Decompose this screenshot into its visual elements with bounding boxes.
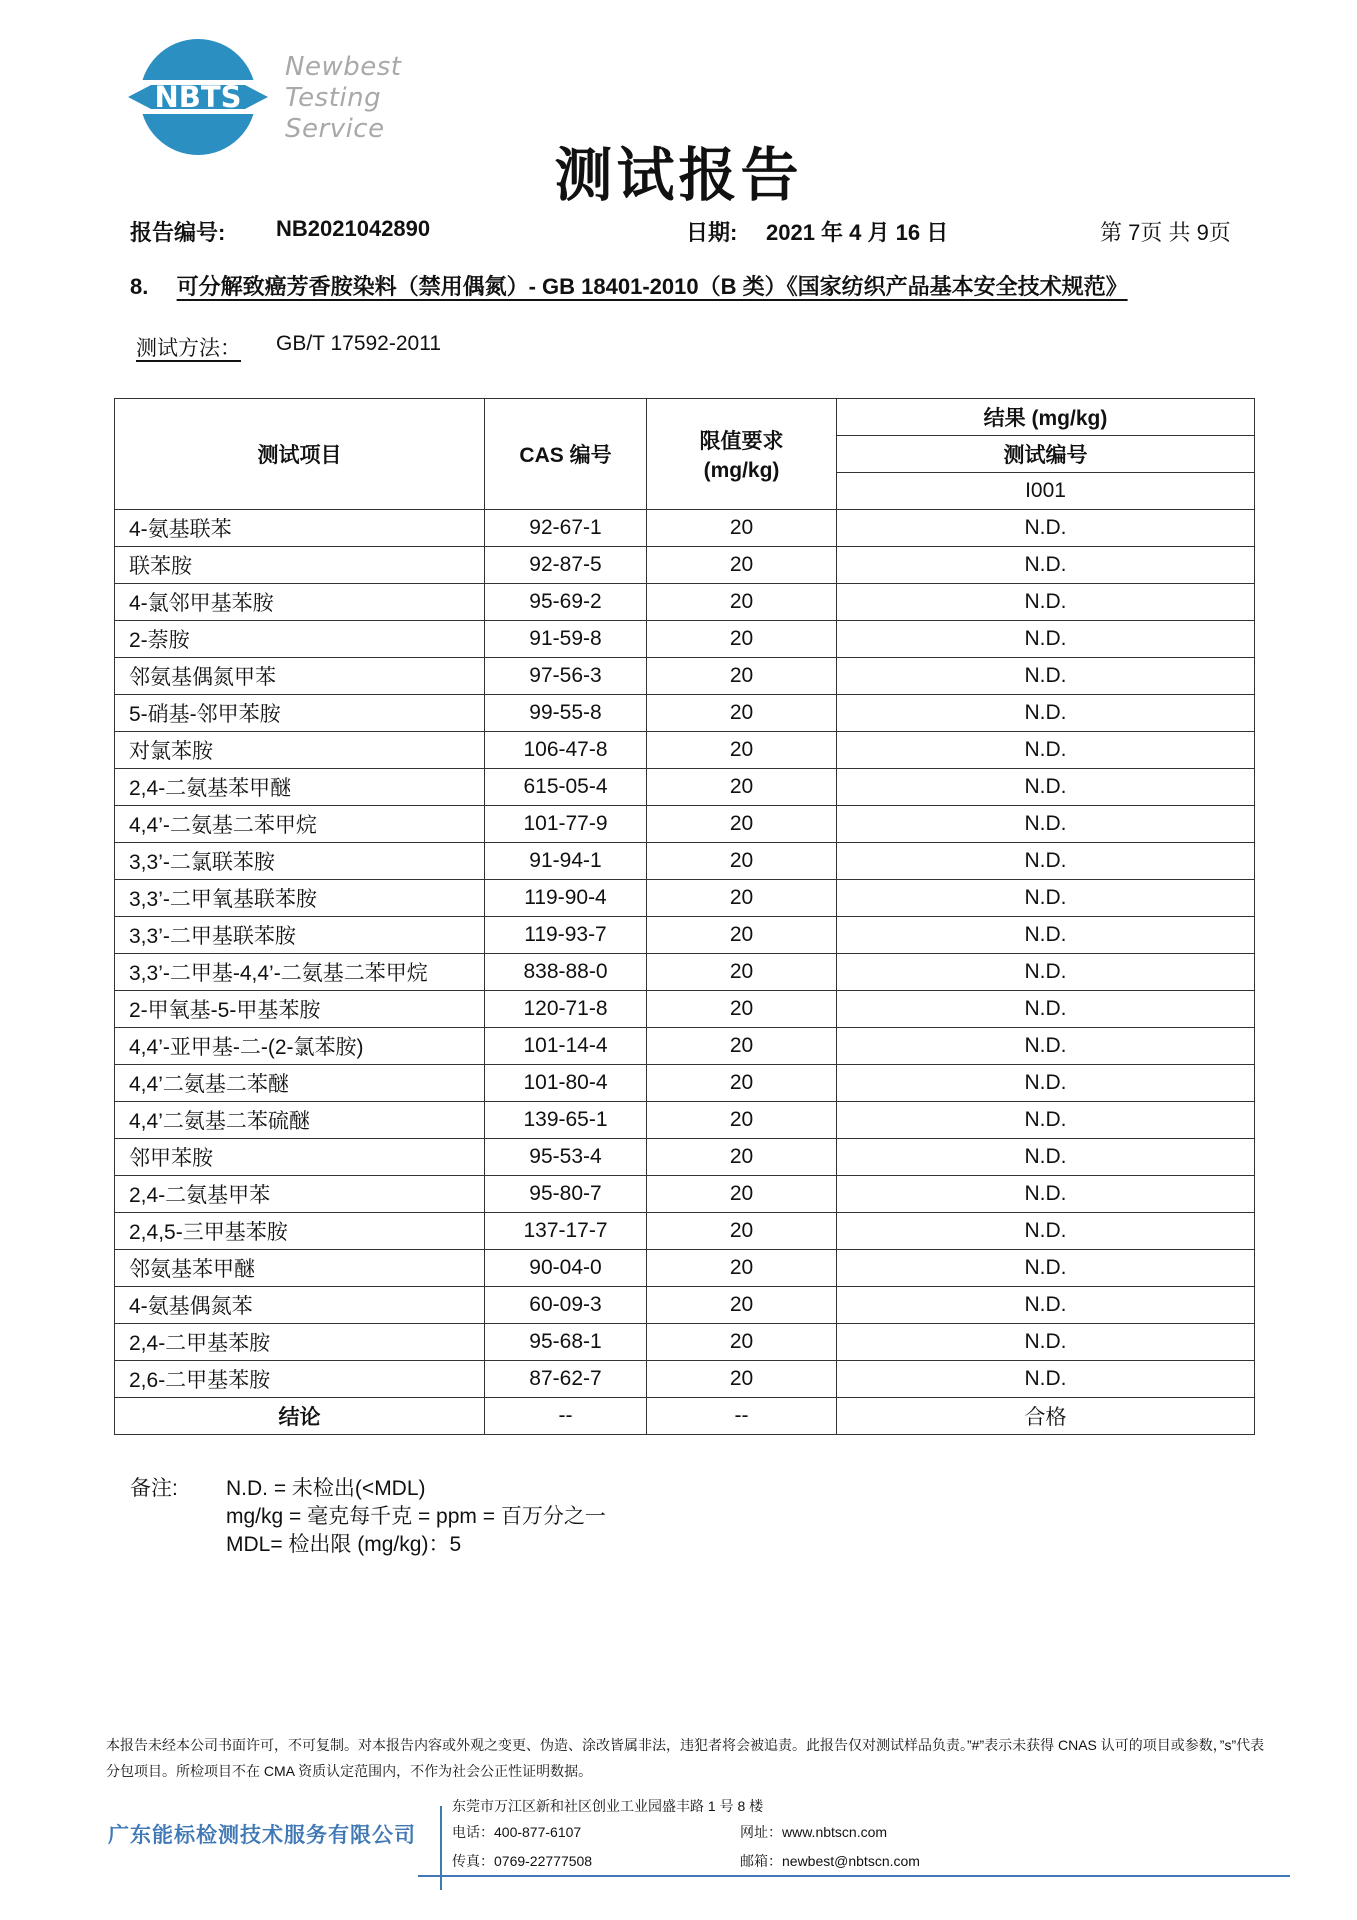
header-limit-unit: (mg/kg) xyxy=(703,459,780,482)
substance-name: 4-氯邻甲基苯胺 xyxy=(115,584,485,621)
result-value: N.D. xyxy=(837,769,1255,806)
table-row xyxy=(115,584,1255,621)
note-nd: N.D. = 未检出(<MDL) xyxy=(226,1477,426,1500)
substance-name: 3,3’-二甲氧基联苯胺 xyxy=(115,880,485,917)
note-mdl: MDL= 检出限 (mg/kg)：5 xyxy=(226,1533,462,1556)
substance-name: 联苯胺 xyxy=(115,547,485,584)
table-row xyxy=(115,1250,1255,1287)
report-number: NB2021042890 xyxy=(276,216,431,241)
table-header-row xyxy=(115,399,1255,436)
limit-value: 20 xyxy=(647,584,837,621)
table-row xyxy=(115,1139,1255,1176)
table-row xyxy=(115,843,1255,880)
result-value: N.D. xyxy=(837,584,1255,621)
cas-number: 60-09-3 xyxy=(485,1287,647,1324)
limit-value: 20 xyxy=(647,1065,837,1102)
table-row xyxy=(115,1176,1255,1213)
substance-name: 3,3’-二甲基联苯胺 xyxy=(115,917,485,954)
limit-value: 20 xyxy=(647,880,837,917)
substance-name: 3,3’-二甲基-4,4’-二氨基二苯甲烷 xyxy=(115,954,485,991)
cas-number: 119-93-7 xyxy=(485,917,647,954)
cas-number: 838-88-0 xyxy=(485,954,647,991)
substance-name: 2-萘胺 xyxy=(115,621,485,658)
substance-name: 5-硝基-邻甲苯胺 xyxy=(115,695,485,732)
table-row xyxy=(115,991,1255,1028)
limit-value: 20 xyxy=(647,658,837,695)
cas-number: 137-17-7 xyxy=(485,1213,647,1250)
limit-value: 20 xyxy=(647,621,837,658)
limit-value: 20 xyxy=(647,917,837,954)
result-value: N.D. xyxy=(837,1139,1255,1176)
header-test-item: 测试项目 xyxy=(115,399,485,510)
substance-name: 3,3’-二氯联苯胺 xyxy=(115,843,485,880)
company-name: 广东能标检测技术服务有限公司 xyxy=(108,1824,416,1847)
table-row xyxy=(115,806,1255,843)
logo-text-newbest: Newbest xyxy=(285,52,402,82)
result-value: N.D. xyxy=(837,880,1255,917)
cas-number: 91-59-8 xyxy=(485,621,647,658)
section-title: 可分解致癌芳香胺染料（禁用偶氮）- GB 18401-2010（B 类）《国家纺织产品基本安全技术规范》 xyxy=(176,274,1128,299)
table-row xyxy=(115,732,1255,769)
result-value: N.D. xyxy=(837,1287,1255,1324)
result-value: N.D. xyxy=(837,1065,1255,1102)
result-value: N.D. xyxy=(837,510,1255,547)
cas-number: 120-71-8 xyxy=(485,991,647,1028)
result-value: N.D. xyxy=(837,1250,1255,1287)
limit-value: 20 xyxy=(647,769,837,806)
limit-value: 20 xyxy=(647,695,837,732)
header-limit xyxy=(647,399,837,510)
logo-text-service: Service xyxy=(285,114,385,144)
date-label: 日期: xyxy=(686,220,738,245)
section-number: 8. xyxy=(130,274,149,299)
limit-value: 20 xyxy=(647,732,837,769)
substance-name: 4-氨基偶氮苯 xyxy=(115,1287,485,1324)
substance-name: 2,6-二甲基苯胺 xyxy=(115,1361,485,1398)
table-row xyxy=(115,917,1255,954)
table-row xyxy=(115,1028,1255,1065)
substance-name: 4-氨基联苯 xyxy=(115,510,485,547)
limit-value: 20 xyxy=(647,1028,837,1065)
cas-number: 97-56-3 xyxy=(485,658,647,695)
table-row xyxy=(115,1065,1255,1102)
document-title: 测试报告 xyxy=(554,141,803,209)
result-value: N.D. xyxy=(837,1102,1255,1139)
substance-name: 4,4’二氨基二苯醚 xyxy=(115,1065,485,1102)
limit-value: 20 xyxy=(647,1324,837,1361)
table-row xyxy=(115,658,1255,695)
cas-number: 101-77-9 xyxy=(485,806,647,843)
cas-number: 101-80-4 xyxy=(485,1065,647,1102)
table-row xyxy=(115,1102,1255,1139)
cas-number: 615-05-4 xyxy=(485,769,647,806)
limit-value: 20 xyxy=(647,843,837,880)
report-date: 2021 年 4 月 16 日 xyxy=(766,220,949,245)
header-sample-id: I001 xyxy=(837,473,1255,510)
limit-value: 20 xyxy=(647,991,837,1028)
result-value: N.D. xyxy=(837,547,1255,584)
limit-value: 20 xyxy=(647,1287,837,1324)
table-row xyxy=(115,1361,1255,1398)
conclusion-limit: -- xyxy=(647,1398,837,1435)
conclusion-row xyxy=(115,1398,1255,1435)
cas-number: 119-90-4 xyxy=(485,880,647,917)
cas-number: 99-55-8 xyxy=(485,695,647,732)
note-units: mg/kg = 毫克每千克 = ppm = 百万分之一 xyxy=(226,1505,606,1528)
conclusion-label: 结论 xyxy=(115,1398,485,1435)
header-result: 结果 (mg/kg) xyxy=(837,399,1255,436)
company-email: 邮箱：newbest@nbtscn.com xyxy=(740,1853,920,1869)
company-address: 东莞市万江区新和社区创业工业园盛丰路 1 号 8 楼 xyxy=(452,1798,764,1814)
substance-name: 2,4-二氨基甲苯 xyxy=(115,1176,485,1213)
limit-value: 20 xyxy=(647,806,837,843)
result-value: N.D. xyxy=(837,991,1255,1028)
company-website: 网址：www.nbtscn.com xyxy=(740,1824,888,1840)
cas-number: 95-68-1 xyxy=(485,1324,647,1361)
logo-abbr: NBTS xyxy=(154,80,242,114)
result-value: N.D. xyxy=(837,732,1255,769)
cas-number: 90-04-0 xyxy=(485,1250,647,1287)
table-row xyxy=(115,547,1255,584)
result-value: N.D. xyxy=(837,1176,1255,1213)
cas-number: 92-87-5 xyxy=(485,547,647,584)
limit-value: 20 xyxy=(647,1176,837,1213)
result-value: N.D. xyxy=(837,843,1255,880)
header-test-number: 测试编号 xyxy=(837,436,1255,473)
substance-name: 4,4’-二氨基二苯甲烷 xyxy=(115,806,485,843)
results-table xyxy=(114,398,1255,1435)
limit-value: 20 xyxy=(647,1250,837,1287)
company-phone: 电话：400-877-6107 xyxy=(452,1824,582,1840)
results-body xyxy=(115,510,1255,1398)
conclusion-cas: -- xyxy=(485,1398,647,1435)
conclusion-result: 合格 xyxy=(837,1398,1255,1435)
result-value: N.D. xyxy=(837,1361,1255,1398)
cas-number: 87-62-7 xyxy=(485,1361,647,1398)
test-method-value: GB/T 17592-2011 xyxy=(276,332,442,355)
substance-name: 邻甲苯胺 xyxy=(115,1139,485,1176)
table-row xyxy=(115,954,1255,991)
substance-name: 2,4-二甲基苯胺 xyxy=(115,1324,485,1361)
test-method-label: 测试方法： xyxy=(136,337,241,360)
result-value: N.D. xyxy=(837,658,1255,695)
limit-value: 20 xyxy=(647,1102,837,1139)
limit-value: 20 xyxy=(647,954,837,991)
notes-label: 备注: xyxy=(130,1477,178,1500)
cas-number: 101-14-4 xyxy=(485,1028,647,1065)
table-row xyxy=(115,510,1255,547)
section-heading xyxy=(130,270,1128,301)
company-fax: 传真：0769-22777508 xyxy=(452,1853,593,1869)
header-cas-number: CAS 编号 xyxy=(485,399,647,510)
result-value: N.D. xyxy=(837,917,1255,954)
limit-value: 20 xyxy=(647,547,837,584)
result-value: N.D. xyxy=(837,1324,1255,1361)
cas-number: 139-65-1 xyxy=(485,1102,647,1139)
cas-number: 95-53-4 xyxy=(485,1139,647,1176)
table-row xyxy=(115,1324,1255,1361)
table-row xyxy=(115,695,1255,732)
result-value: N.D. xyxy=(837,695,1255,732)
substance-name: 4,4’-亚甲基-二-(2-氯苯胺) xyxy=(115,1028,485,1065)
report-number-label: 报告编号: xyxy=(130,220,226,245)
result-value: N.D. xyxy=(837,954,1255,991)
result-value: N.D. xyxy=(837,621,1255,658)
limit-value: 20 xyxy=(647,1213,837,1250)
substance-name: 邻氨基苯甲醚 xyxy=(115,1250,485,1287)
result-value: N.D. xyxy=(837,1213,1255,1250)
substance-name: 2-甲氧基-5-甲基苯胺 xyxy=(115,991,485,1028)
cas-number: 91-94-1 xyxy=(485,843,647,880)
limit-value: 20 xyxy=(647,1139,837,1176)
substance-name: 对氯苯胺 xyxy=(115,732,485,769)
substance-name: 2,4-二氨基苯甲醚 xyxy=(115,769,485,806)
cas-number: 95-69-2 xyxy=(485,584,647,621)
substance-name: 邻氨基偶氮甲苯 xyxy=(115,658,485,695)
table-row xyxy=(115,880,1255,917)
page-indicator: 第 7页 共 9页 xyxy=(1100,220,1231,245)
limit-value: 20 xyxy=(647,1361,837,1398)
disclaimer-text: 本报告未经本公司书面许可，不可复制。对本报告内容或外观之变更、伪造、涂改皆属非法，违犯者将会被追责。此报告仅对测试样品负责。”#”表示未获得 CNAS 认可的项目或参数，”s”代表分包项目。所检项目不在 CMA 资质认定范围内，不作为社会公正性证明数据。 xyxy=(106,1737,1265,1779)
substance-name: 2,4,5-三甲基苯胺 xyxy=(115,1213,485,1250)
substance-name: 4,4’二氨基二苯硫醚 xyxy=(115,1102,485,1139)
cas-number: 92-67-1 xyxy=(485,510,647,547)
result-value: N.D. xyxy=(837,806,1255,843)
header-limit-text: 限值要求 xyxy=(699,430,784,453)
table-row xyxy=(115,769,1255,806)
limit-value: 20 xyxy=(647,510,837,547)
table-row xyxy=(115,1287,1255,1324)
table-row xyxy=(115,621,1255,658)
cas-number: 106-47-8 xyxy=(485,732,647,769)
logo-text-testing: Testing xyxy=(285,83,382,113)
footer-divider-horizontal xyxy=(418,1875,1290,1877)
footer-divider-vertical xyxy=(440,1806,442,1890)
table-row xyxy=(115,1213,1255,1250)
cas-number: 95-80-7 xyxy=(485,1176,647,1213)
result-value: N.D. xyxy=(837,1028,1255,1065)
